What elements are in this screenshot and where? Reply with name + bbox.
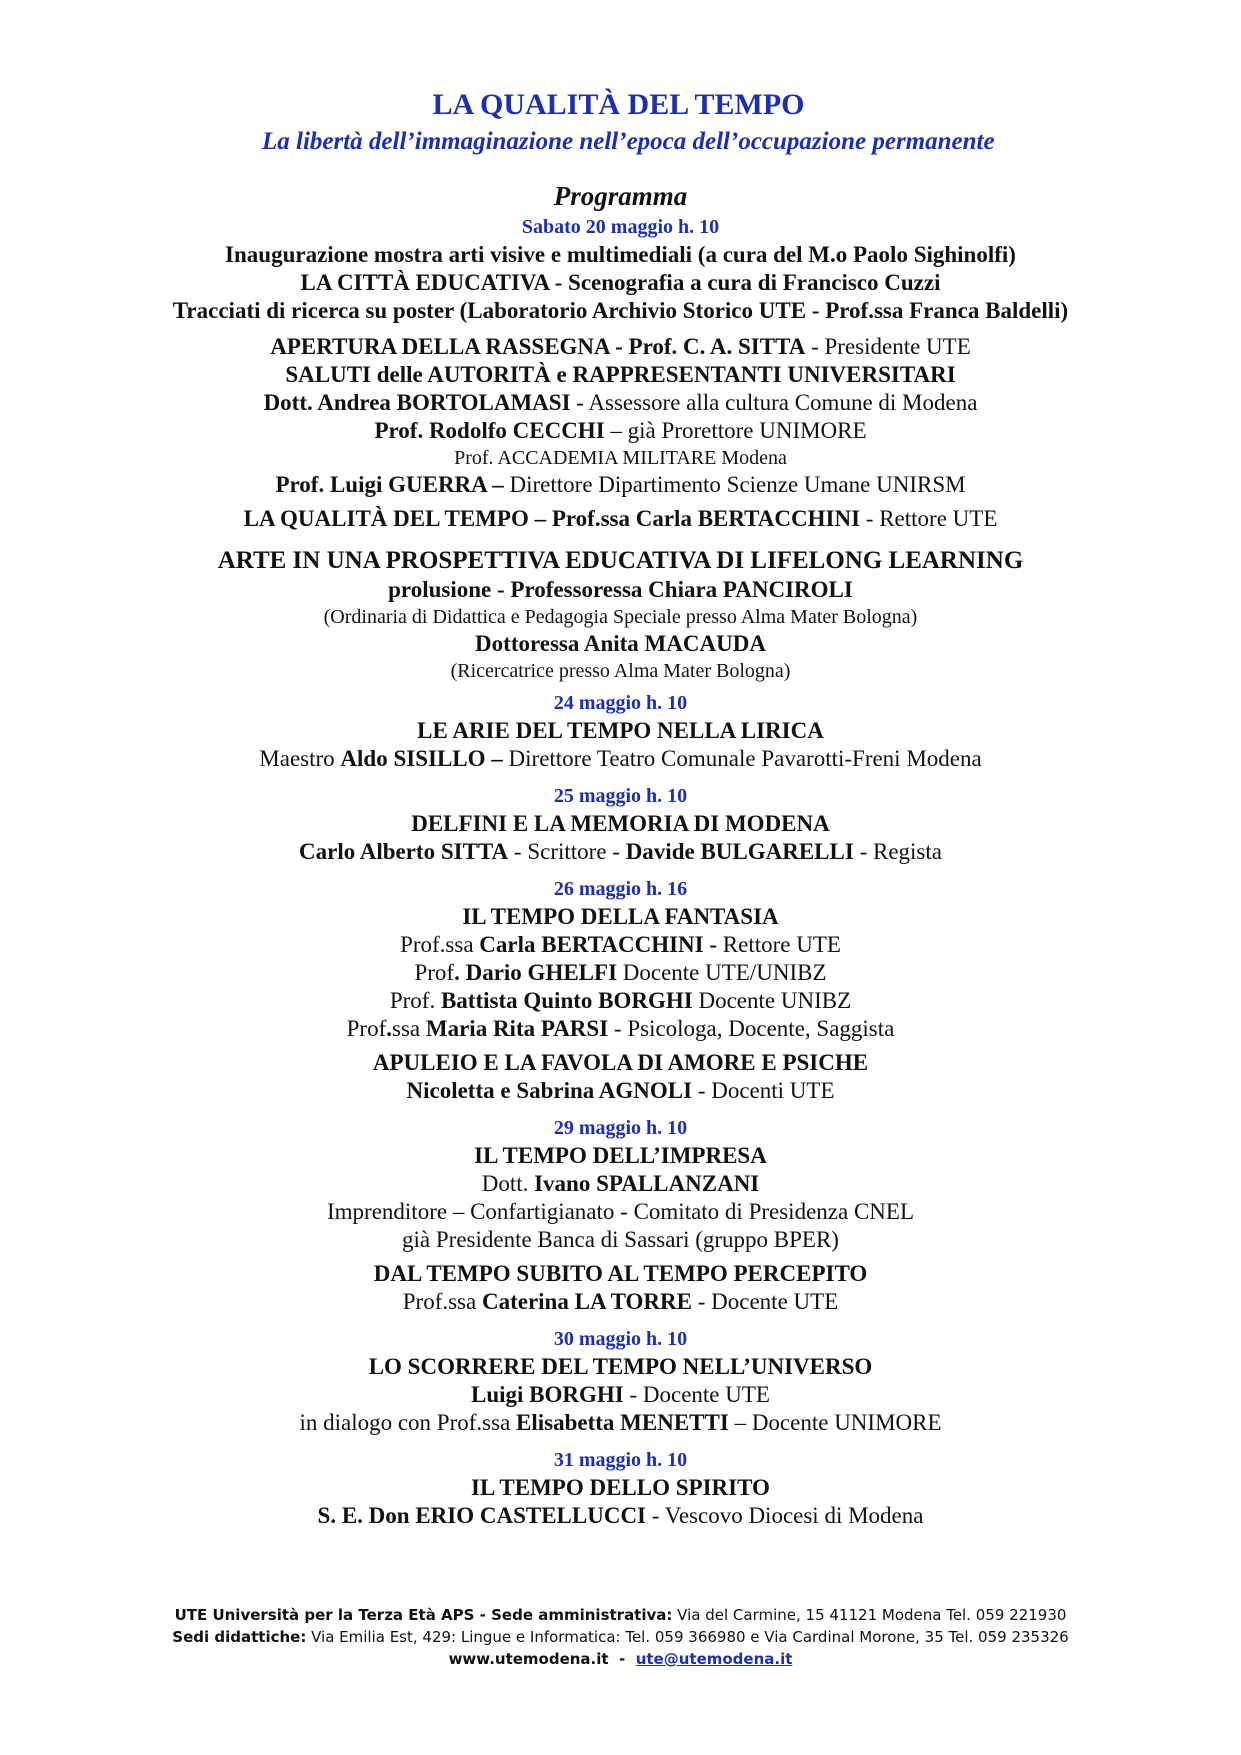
- program-line: [80, 471, 1161, 499]
- program-line-text: - Vescovo Diocesi di Modena: [646, 1503, 924, 1528]
- program-line-bold: Elisabetta MENETTI: [516, 1410, 729, 1435]
- footer-sites-text: Via Emilia Est, 429: Lingue e Informatica: Tel. 059 366980 e Via Cardinal Morone, 35 Tel. 059 235326: [306, 1628, 1069, 1646]
- program-line-text: - Rettore UTE: [860, 506, 998, 531]
- page-title: LA QUALITÀ DEL TEMPO: [432, 88, 805, 121]
- program-line-text: Prof.ssa: [402, 1289, 482, 1314]
- program-line-bold: LA QUALITÀ DEL TEMPO – Prof.ssa Carla BERTACCHINI: [243, 506, 861, 531]
- program-line-bold: Prof. Rodolfo CECCHI: [374, 418, 605, 443]
- program-line-text: - Docente UTE: [623, 1382, 770, 1407]
- program-line-bold: Maria Rita PARSI: [425, 1016, 609, 1041]
- website-link[interactable]: www.utemodena.it: [448, 1650, 609, 1668]
- footer-sites-label: Sedi didattiche:: [172, 1628, 307, 1646]
- program-line-text: Prof: [346, 1016, 387, 1041]
- event-title: DELFINI E LA MEMORIA DI MODENA: [411, 811, 830, 836]
- program-line: Prof. ACCADEMIA MILITARE Modena: [454, 447, 787, 469]
- event-title: IL TEMPO DELLO SPIRITO: [471, 1475, 770, 1500]
- program-line: Dottoressa Anita MACAUDA: [475, 631, 766, 656]
- program-line: prolusione - Professoressa Chiara PANCIROLI: [388, 577, 853, 602]
- footer-address-text: Via del Carmine, 15 41121 Modena Tel. 059 221930: [672, 1606, 1067, 1624]
- program-line: [80, 838, 1161, 866]
- program-heading: Programma: [553, 181, 688, 211]
- program-line-text: Docente UTE/UNIBZ: [617, 960, 827, 985]
- event-date: 25 maggio h. 10: [553, 785, 688, 807]
- program-line-bold: S. E. Don ERIO CASTELLUCCI: [317, 1503, 647, 1528]
- event-title: IL TEMPO DELLA FANTASIA: [462, 904, 779, 929]
- program-line-bold: Davide BULGARELLI: [625, 839, 854, 864]
- footer-address: [0, 1604, 1241, 1626]
- program-line-bold: Battista Quinto BORGHI: [440, 988, 693, 1013]
- program-line-bold: .: [386, 1016, 393, 1041]
- section-heading: ARTE IN UNA PROSPETTIVA EDUCATIVA DI LIFELONG LEARNING: [217, 547, 1024, 574]
- footer: [0, 1604, 1241, 1670]
- program-line-text: Prof.: [389, 988, 441, 1013]
- email-link[interactable]: ute@utemodena.it: [635, 1650, 793, 1668]
- program-line: [80, 1288, 1161, 1316]
- footer-separator: -: [608, 1650, 636, 1668]
- program-line-text: Maestro: [259, 746, 341, 771]
- page-subtitle: La libertà dell’immaginazione nell’epoca dell’occupazione permanente: [262, 128, 995, 155]
- program-line-text: Rettore UTE: [717, 932, 841, 957]
- program-line-text: – già Prorettore UNIMORE: [604, 418, 867, 443]
- program-line-bold: Carla BERTACCHINI -: [479, 932, 718, 957]
- program-line: [80, 1502, 1161, 1530]
- program-line-bold: Ivano SPALLANZANI: [534, 1171, 760, 1196]
- event-date: 24 maggio h. 10: [553, 692, 688, 714]
- program-line-text: - Psicologa, Docente, Saggista: [608, 1016, 895, 1041]
- program-line: già Presidente Banca di Sassari (gruppo BPER): [402, 1227, 839, 1252]
- program-line-text: Docente UNIBZ: [692, 988, 852, 1013]
- event-title: LO SCORRERE DEL TEMPO NELL’UNIVERSO: [368, 1354, 873, 1379]
- program-line-text: - Assessore alla cultura Comune di Modena: [570, 390, 978, 415]
- program-line: [80, 987, 1161, 1015]
- program-line-bold: APERTURA DELLA RASSEGNA - Prof. C. A. SITTA: [270, 334, 806, 359]
- program-line-bold: Prof. Luigi GUERRA –: [275, 472, 504, 497]
- program-line-bold: . Dario GHELFI: [454, 960, 618, 985]
- program-line: [80, 745, 1161, 773]
- event-title: LE ARIE DEL TEMPO NELLA LIRICA: [417, 718, 824, 743]
- program-line: Tracciati di ricerca su poster (Laboratorio Archivio Storico UTE - Prof.ssa Franca Baldelli): [172, 298, 1069, 323]
- event-title: IL TEMPO DELL’IMPRESA: [474, 1143, 767, 1168]
- program-line: Imprenditore – Confartigianato - Comitato di Presidenza CNEL: [327, 1199, 914, 1224]
- event-title: APULEIO E LA FAVOLA DI AMORE E PSICHE: [372, 1050, 869, 1075]
- program-line: [80, 1077, 1161, 1105]
- program-line-text: Prof.ssa: [400, 932, 480, 957]
- footer-org: UTE Università per la Terza Età APS - Sede amministrativa:: [174, 1606, 673, 1624]
- program-line: (Ricercatrice presso Alma Mater Bologna): [450, 660, 791, 682]
- program-line-text: in dialogo con Prof.ssa: [299, 1410, 517, 1435]
- program-line-text: - Regista: [853, 839, 942, 864]
- program-line: [80, 417, 1161, 445]
- event-title: DAL TEMPO SUBITO AL TEMPO PERCEPITO: [373, 1261, 868, 1286]
- program-line-bold: Aldo SISILLO –: [340, 746, 503, 771]
- event-date: 30 maggio h. 10: [553, 1328, 688, 1350]
- program-line-bold: Luigi BORGHI: [471, 1382, 624, 1407]
- program-line: (Ordinaria di Didattica e Pedagogia Speciale presso Alma Mater Bologna): [323, 606, 918, 628]
- program-line: [80, 1381, 1161, 1409]
- program-line: SALUTI delle AUTORITÀ e RAPPRESENTANTI UNIVERSITARI: [285, 362, 956, 387]
- program-line: [80, 333, 1161, 361]
- event-date: 26 maggio h. 16: [553, 878, 688, 900]
- program-body: [80, 214, 1161, 1530]
- program-line: [80, 1015, 1161, 1043]
- program-line-text: - Presidente UTE: [805, 334, 971, 359]
- program-line-bold: Dott. Andrea BORTOLAMASI: [263, 390, 571, 415]
- program-line: [80, 931, 1161, 959]
- footer-contacts: [0, 1648, 1241, 1670]
- program-line: [80, 505, 1161, 533]
- event-date: 31 maggio h. 10: [553, 1449, 688, 1471]
- program-line: [80, 1409, 1161, 1437]
- event-date: Sabato 20 maggio h. 10: [521, 216, 720, 238]
- program-line-text: ssa: [392, 1016, 426, 1041]
- program-line: [80, 389, 1161, 417]
- program-line-text: Dott.: [481, 1171, 535, 1196]
- program-line-text: Prof: [414, 960, 455, 985]
- program-line-text: Direttore Teatro Comunale Pavarotti-Freni Modena: [502, 746, 982, 771]
- program-line-text: - Docente UTE: [692, 1289, 839, 1314]
- program-line-bold: Nicoletta e Sabrina AGNOLI: [406, 1078, 693, 1103]
- footer-sites: [0, 1626, 1241, 1648]
- program-line-text: - Docenti UTE: [692, 1078, 835, 1103]
- program-line-bold: Carlo Alberto SITTA: [299, 839, 509, 864]
- program-line-text: – Docente UNIMORE: [728, 1410, 942, 1435]
- program-line-bold: Caterina LA TORRE: [481, 1289, 692, 1314]
- program-line-text: Direttore Dipartimento Scienze Umane UNIRSM: [503, 472, 966, 497]
- event-date: 29 maggio h. 10: [553, 1117, 688, 1139]
- program-line: LA CITTÀ EDUCATIVA - Scenografia a cura di Francisco Cuzzi: [300, 270, 941, 295]
- program-line: [80, 1170, 1161, 1198]
- program-line-text: - Scrittore -: [508, 839, 626, 864]
- program-line: [80, 959, 1161, 987]
- program-line: Inaugurazione mostra arti visive e multimediali (a cura del M.o Paolo Sighinolfi): [225, 242, 1016, 267]
